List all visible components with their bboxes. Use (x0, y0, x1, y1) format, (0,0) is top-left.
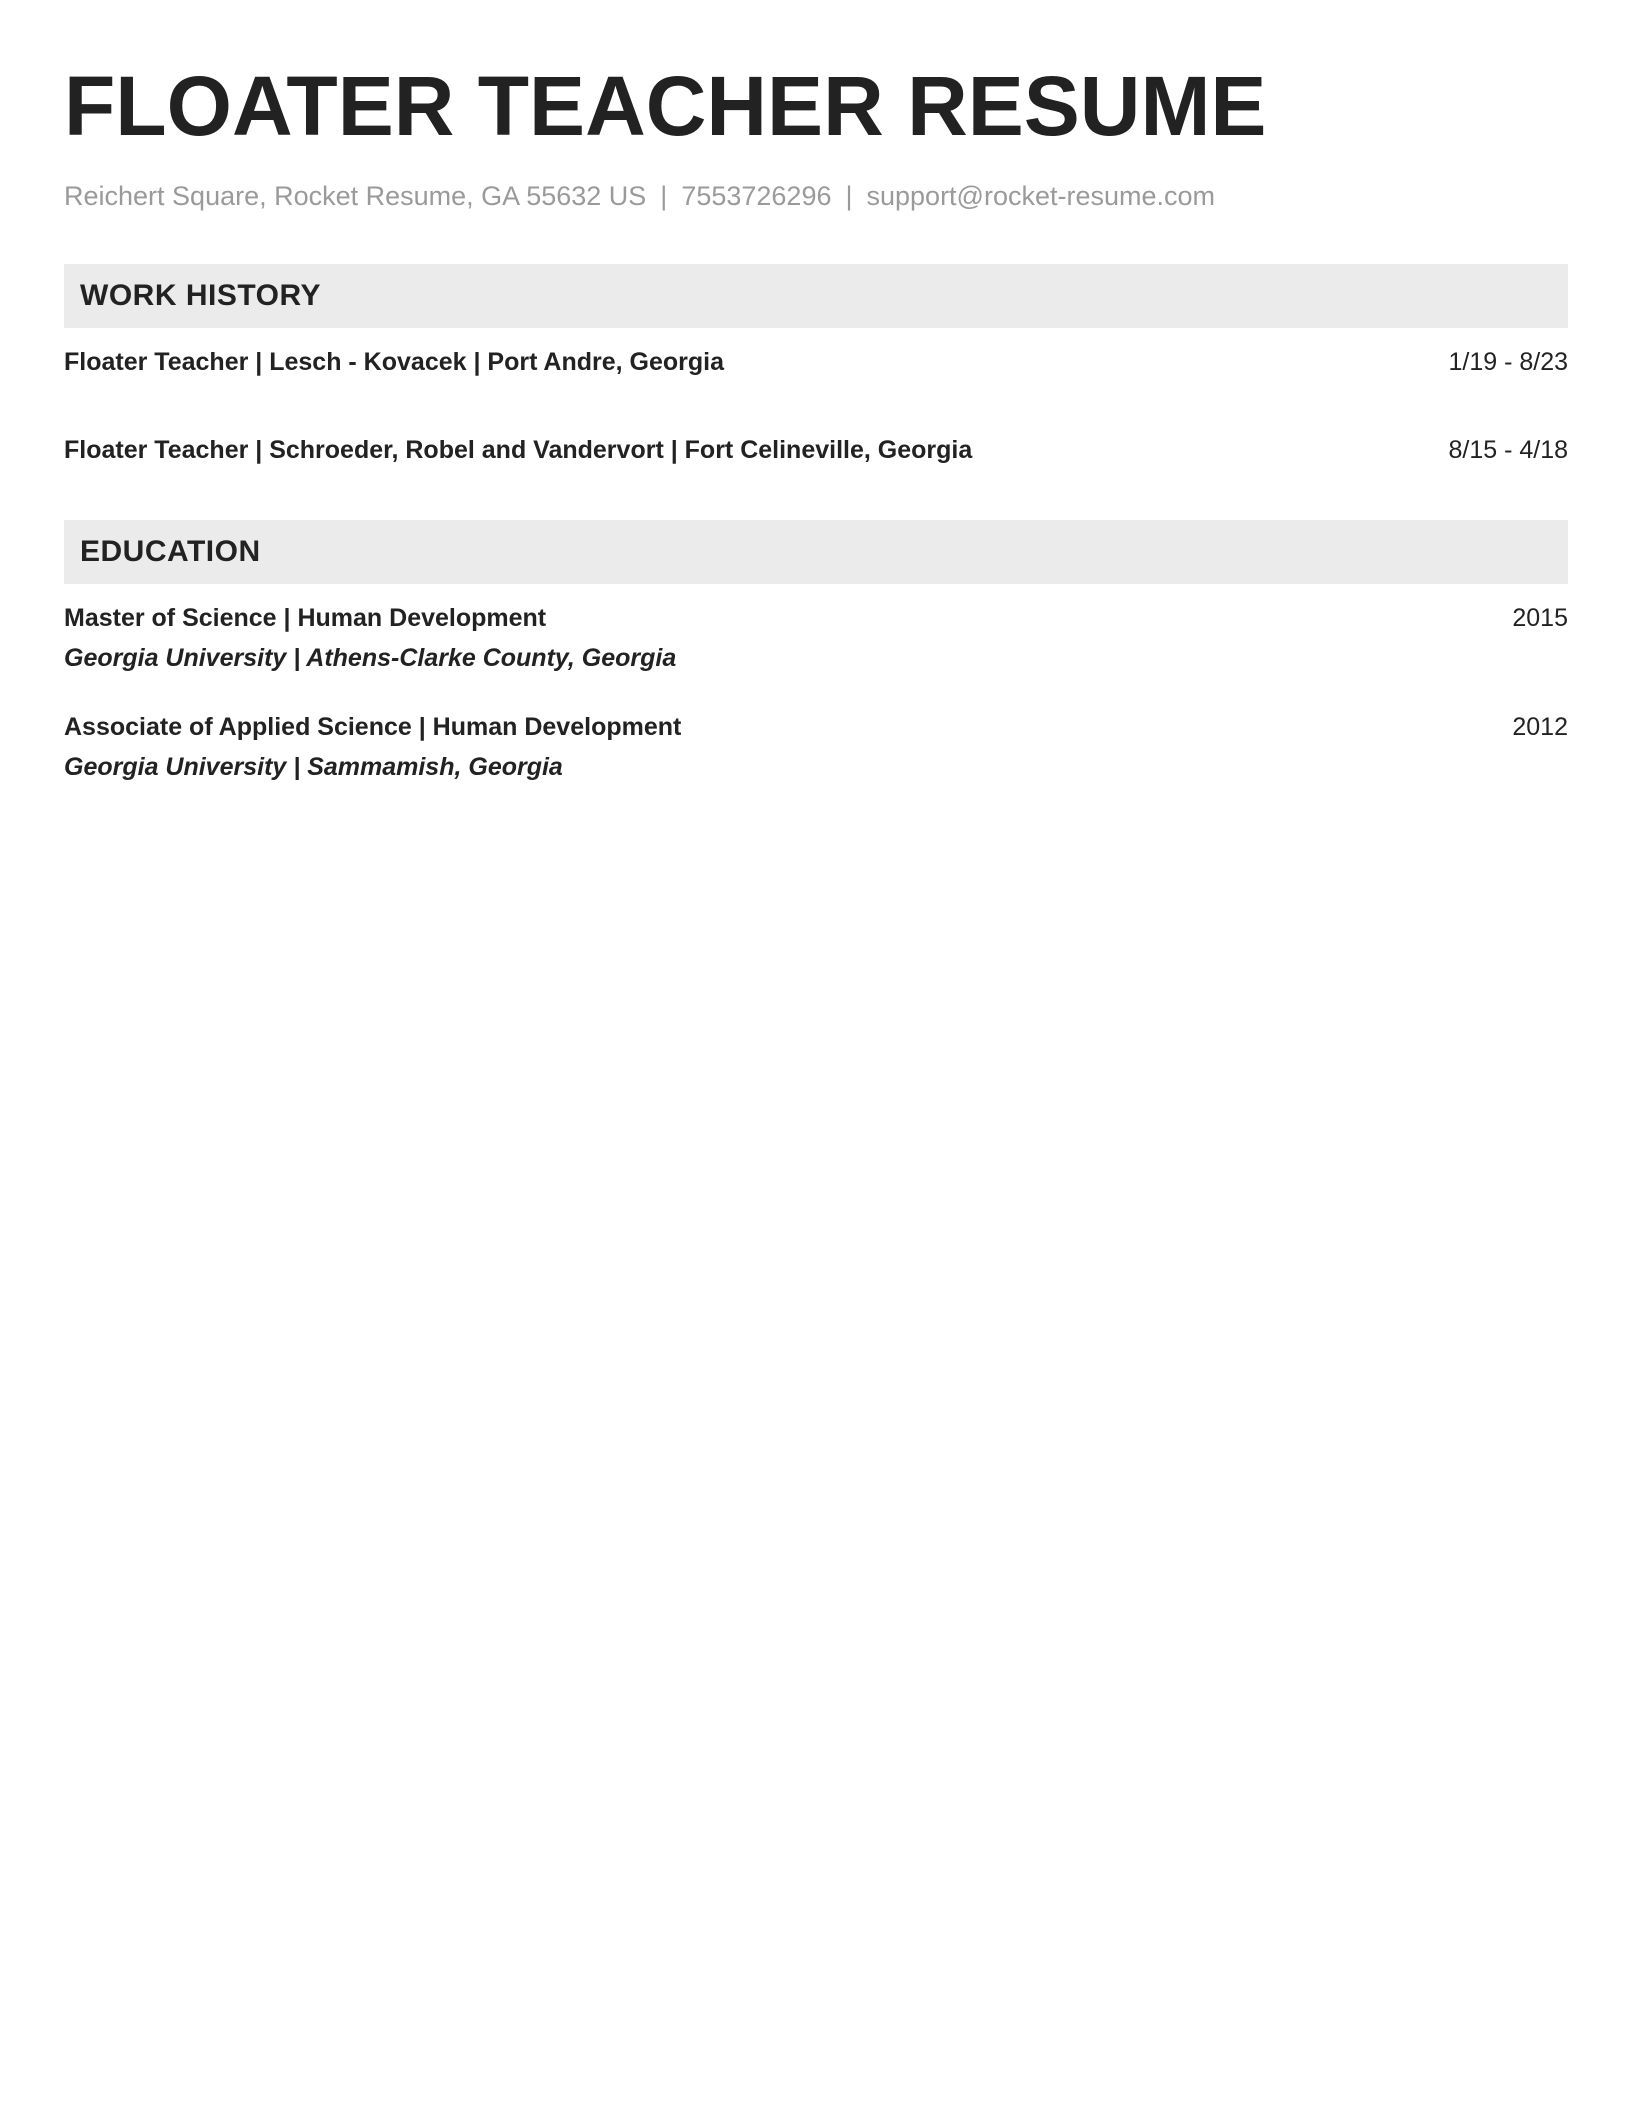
education-entry (64, 600, 1568, 676)
education-entry-details (64, 709, 681, 785)
work-entry-title: Floater Teacher | Lesch - Kovacek | Port Andre, Georgia (64, 348, 725, 376)
education-section (64, 520, 1568, 785)
education-year: 2012 (1512, 713, 1568, 741)
education-school: Georgia University | Sammamish, Georgia (64, 753, 563, 781)
contact-separator: | (660, 181, 668, 211)
education-entry (64, 709, 1568, 785)
work-entry-title: Floater Teacher | Schroeder, Robel and Vandervort | Fort Celineville, Georgia (64, 436, 973, 464)
education-entry-details (64, 600, 676, 676)
education-year: 2015 (1512, 604, 1568, 632)
resume-title: FLOATER TEACHER RESUME (64, 59, 1267, 153)
contact-address: Reichert Square, Rocket Resume, GA 55632 US (64, 181, 647, 211)
contact-separator: | (845, 181, 853, 211)
education-heading: EDUCATION (64, 520, 1568, 584)
work-history-section (64, 264, 1568, 468)
work-entry-dates: 1/19 - 8/23 (1448, 348, 1568, 376)
work-history-heading: WORK HISTORY (64, 264, 1568, 328)
resume-page (64, 0, 1568, 785)
contact-line (64, 178, 1568, 214)
contact-email: support@rocket-resume.com (866, 181, 1216, 211)
contact-phone: 7553726296 (681, 181, 832, 211)
education-degree: Master of Science | Human Development (64, 604, 547, 632)
work-entry-dates: 8/15 - 4/18 (1448, 436, 1568, 464)
work-entry (64, 432, 1568, 468)
education-degree: Associate of Applied Science | Human Development (64, 713, 682, 741)
work-entry (64, 344, 1568, 380)
education-school: Georgia University | Athens-Clarke County, Georgia (64, 644, 677, 672)
